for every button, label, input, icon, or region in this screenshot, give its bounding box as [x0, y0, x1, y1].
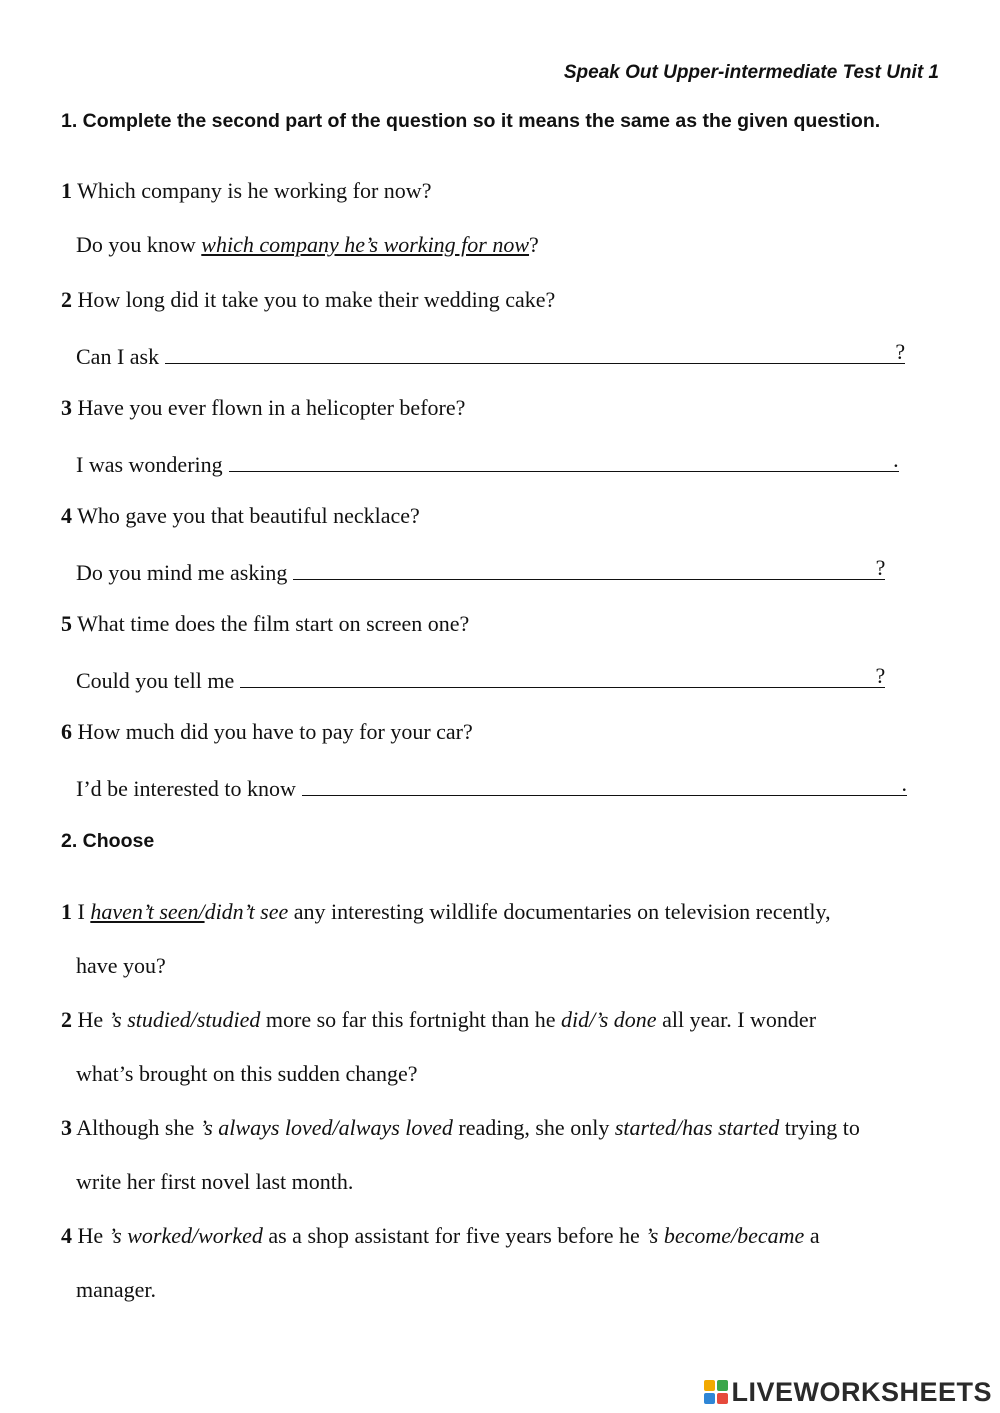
- choice-text: reading, she only: [452, 1115, 615, 1140]
- choice-text: trying to: [779, 1115, 860, 1140]
- question-text: Have you ever flown in a helicopter before?: [77, 395, 466, 420]
- answer-end-punct: .: [901, 771, 907, 796]
- choice-item-4: [61, 1209, 941, 1317]
- choice-text-continued: have you?: [76, 953, 166, 978]
- question-number: 6: [61, 719, 72, 744]
- question-4: [61, 503, 420, 529]
- question-number: 1: [61, 899, 72, 924]
- question-text: What time does the film start on screen one?: [77, 611, 470, 636]
- choice-text: all year. I wonder: [656, 1007, 817, 1032]
- choice-option[interactable]: didn’t see: [204, 899, 289, 924]
- answer-input-1[interactable]: which company he’s working for now: [201, 232, 530, 257]
- answer-end-punct: ?: [529, 232, 539, 257]
- answer-end-punct: ?: [895, 339, 906, 364]
- answer-input-4[interactable]: [293, 557, 885, 580]
- choice-option[interactable]: did/’s done: [561, 1007, 657, 1032]
- section-2-heading: 2. Choose: [61, 830, 155, 852]
- question-number: 2: [61, 1007, 72, 1032]
- question-number: 2: [61, 287, 72, 312]
- question-text: Who gave you that beautiful necklace?: [77, 503, 420, 528]
- answer-prompt: Could you tell me: [76, 668, 235, 693]
- section-1-heading: 1. Complete the second part of the question so it means the same as the given question.: [61, 110, 881, 132]
- answer-line-6: [76, 773, 907, 802]
- answer-input-3[interactable]: [229, 449, 899, 472]
- question-number: 4: [61, 1223, 72, 1248]
- question-number: 1: [61, 178, 72, 203]
- question-text: How long did it take you to make their wedding cake?: [77, 287, 556, 312]
- choice-option[interactable]: ’s studied/studied: [108, 1007, 261, 1032]
- page-title: Speak Out Upper-intermediate Test Unit 1: [563, 62, 939, 83]
- choice-text: any interesting wildlife documentaries on television recently,: [288, 899, 831, 924]
- choice-text: I: [72, 899, 91, 924]
- answer-end-punct: ?: [875, 555, 886, 580]
- question-number: 5: [61, 611, 72, 636]
- choice-text: more so far this fortnight than he: [260, 1007, 562, 1032]
- choice-option[interactable]: ’s become/became: [645, 1223, 805, 1248]
- answer-input-2[interactable]: [165, 341, 905, 364]
- question-number: 4: [61, 503, 72, 528]
- liveworksheets-logo-icon: [703, 1379, 729, 1405]
- choice-option[interactable]: ’s worked/worked: [108, 1223, 263, 1248]
- choice-item-3: [61, 1101, 941, 1209]
- choice-text: as a shop assistant for five years before he: [262, 1223, 646, 1248]
- choice-text-continued: manager.: [76, 1277, 157, 1302]
- answer-line-5: [76, 665, 885, 694]
- logo-text: LIVEWORKSHEETS: [731, 1376, 992, 1407]
- choice-item-1: [61, 885, 941, 993]
- question-6: [61, 719, 473, 745]
- answer-prompt: Do you know: [76, 232, 202, 257]
- choice-item-2: [61, 993, 941, 1101]
- choice-text: He: [72, 1007, 109, 1032]
- choice-text: Although she: [72, 1115, 200, 1140]
- question-2: [61, 287, 555, 313]
- question-5: [61, 611, 469, 637]
- question-number: 3: [61, 395, 72, 420]
- answer-prompt: Can I ask: [76, 344, 160, 369]
- answer-input-6[interactable]: [302, 773, 907, 796]
- choice-text-continued: what’s brought on this sudden change?: [76, 1061, 418, 1086]
- liveworksheets-logo: [703, 1377, 992, 1407]
- choice-text: He: [72, 1223, 109, 1248]
- answer-end-punct: ?: [875, 663, 886, 688]
- answer-prompt: Do you mind me asking: [76, 560, 288, 585]
- answer-end-punct: .: [893, 447, 899, 472]
- choice-text: a: [804, 1223, 820, 1248]
- choice-text-continued: write her first novel last month.: [76, 1169, 354, 1194]
- question-text: How much did you have to pay for your car?: [77, 719, 473, 744]
- answer-line-4: [76, 557, 885, 586]
- answer-prompt: I’d be interested to know: [76, 776, 296, 801]
- answer-line-3: [76, 449, 899, 478]
- question-text: Which company is he working for now?: [77, 178, 432, 203]
- question-number: 3: [61, 1115, 72, 1140]
- choice-option[interactable]: ’s always loved/always loved: [199, 1115, 453, 1140]
- choice-option[interactable]: started/has started: [614, 1115, 780, 1140]
- question-1: [61, 178, 431, 204]
- answer-prompt: I was wondering: [76, 452, 223, 477]
- answer-line-2: [76, 341, 905, 370]
- answer-line-1: [76, 232, 539, 258]
- question-3: [61, 395, 465, 421]
- choice-option-selected[interactable]: haven’t seen/: [90, 899, 205, 924]
- answer-input-5[interactable]: [240, 665, 885, 688]
